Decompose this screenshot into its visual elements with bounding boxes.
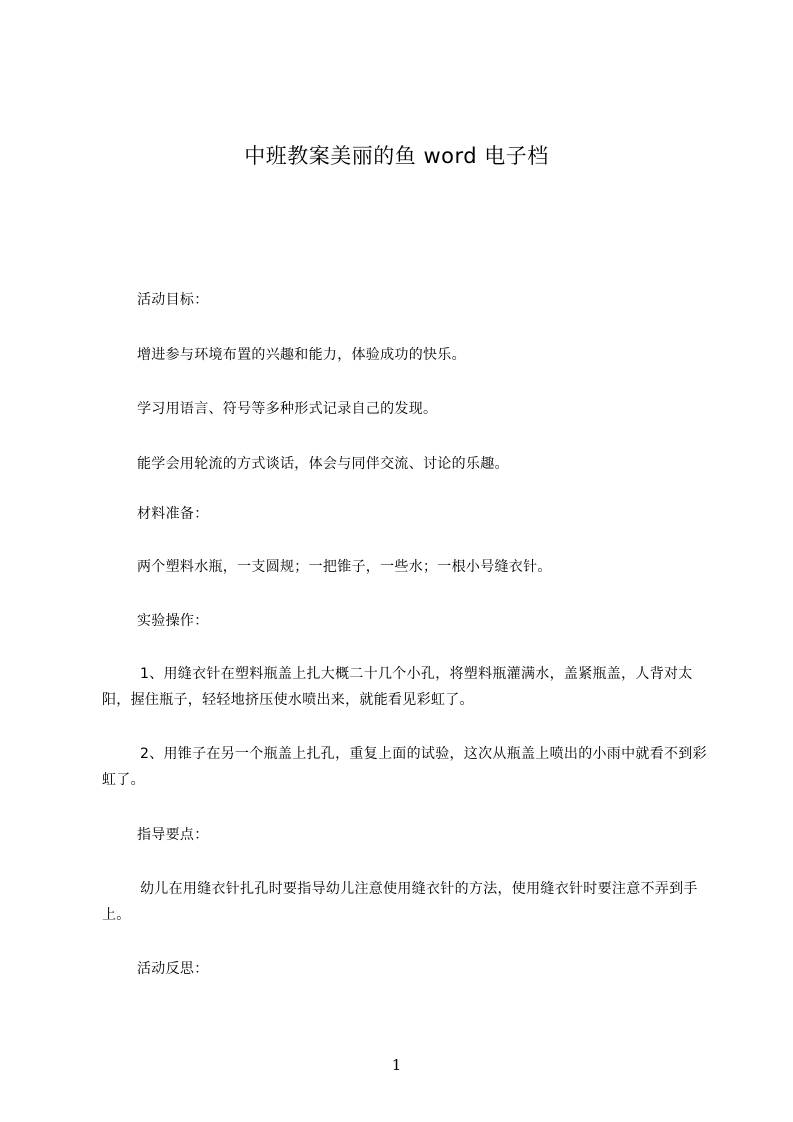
- paragraph-goal-3: 能学会用轮流的方式谈话，体会与同伴交流、讨论的乐趣。: [137, 456, 509, 472]
- heading-materials: 材料准备：: [137, 506, 209, 522]
- paragraph-step-1: 1、用缝衣针在塑料瓶盖上扎大概二十几个小孔，将塑料瓶灌满水，盖紧瓶盖，人背对太阳，握住瓶子，轻轻地挤压使水喷出来，就能看见彩虹了。: [102, 666, 693, 708]
- paragraph-guidance: 幼儿在用缝衣针扎孔时要指导幼儿注意使用缝衣针的方法，使用缝衣针时要注意不弄到手上。: [102, 881, 698, 923]
- document-title: 中班教案美丽的鱼 word 电子档: [244, 144, 549, 168]
- heading-activity-goals: 活动目标：: [137, 292, 209, 308]
- heading-reflection: 活动反思：: [137, 961, 209, 977]
- paragraph-step-2: 2、用锥子在另一个瓶盖上扎孔，重复上面的试验，这次从瓶盖上喷出的小雨中就看不到彩虹了。: [102, 746, 707, 788]
- heading-guidance: 指导要点：: [137, 827, 209, 843]
- page-number: 1: [391, 1056, 402, 1074]
- paragraph-goal-1: 增进参与环境布置的兴趣和能力，体验成功的快乐。: [137, 347, 466, 363]
- heading-experiment: 实验操作：: [137, 613, 209, 629]
- paragraph-goal-2: 学习用语言、符号等多种形式记录自己的发现。: [137, 401, 438, 417]
- paragraph-materials: 两个塑料水瓶，一支圆规；一把锥子，一些水；一根小号缝衣针。: [137, 559, 552, 575]
